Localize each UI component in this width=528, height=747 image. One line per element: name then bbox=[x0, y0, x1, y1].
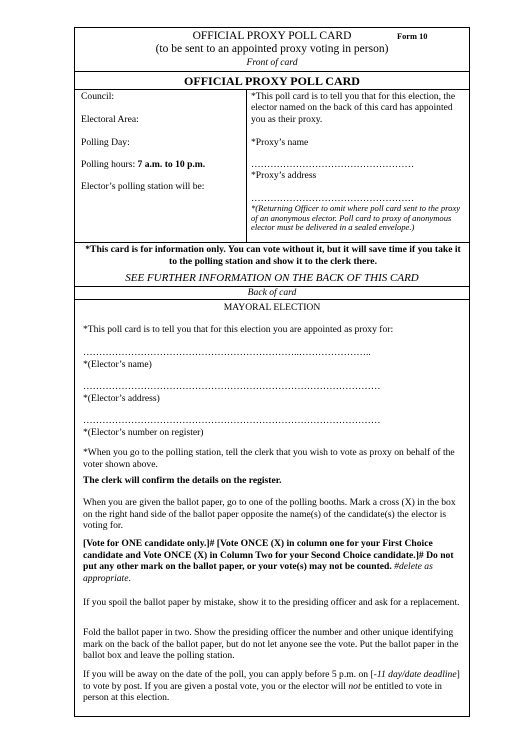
elector-address-dotted-line: ………………………………………………………………………………… bbox=[83, 381, 381, 392]
form-subtitle: (to be sent to an appointed proxy voting in person) bbox=[155, 43, 389, 55]
divider bbox=[75, 89, 469, 90]
see-further-information: SEE FURTHER INFORMATION ON THE BACK OF THIS CARD bbox=[125, 272, 419, 284]
form-title: OFFICIAL PROXY POLL CARD bbox=[192, 30, 352, 42]
proxy-name-dotted-line: …………………………………………… bbox=[251, 159, 415, 170]
postal-vote-text-1: If you will be away on the date of the poll, you can apply before 5 p.m. on [ bbox=[83, 669, 374, 680]
electoral-area-label: Electoral Area: bbox=[81, 114, 139, 125]
postal-vote-text-2: ] to vote by post. If you are given a postal vote, you or the elector will bbox=[83, 669, 460, 692]
clerk-confirm-text: The clerk will confirm the details on the register. bbox=[83, 475, 282, 486]
front-intro-text: *This poll card is to tell you that for this election, the elector named on the back of this card has appointed you as their proxy. bbox=[251, 91, 456, 125]
polling-station-instructions: *When you go to the polling station, tell the clerk that you wish to vote as proxy on behalf of the voter shown above. bbox=[83, 447, 455, 470]
elector-number-label: *(Elector’s number on register) bbox=[83, 427, 204, 438]
elector-number-dotted-line: ………………………………………………………………………………… bbox=[83, 415, 381, 426]
column-divider bbox=[246, 89, 247, 242]
council-label: Council: bbox=[81, 91, 115, 102]
card-frame bbox=[74, 27, 470, 717]
postal-vote-not: not bbox=[348, 680, 361, 692]
divider bbox=[75, 242, 469, 243]
vote-instructions-end: . bbox=[128, 572, 131, 584]
proxy-name-label: *Proxy’s name bbox=[251, 137, 309, 148]
postal-vote-text-3: be entitled to vote in person at this election. bbox=[83, 680, 442, 703]
form-number: Form 10 bbox=[397, 32, 428, 41]
polling-day-label: Polling Day: bbox=[81, 137, 130, 148]
front-of-card-label: Front of card bbox=[246, 57, 298, 68]
elector-name-label: *(Elector’s name) bbox=[83, 359, 152, 370]
vote-instructions-bold: [Vote for ONE candidate only.]# [Vote ONCE (X) in column one for your First Choice candidate and Vote ONCE (X) in Column Two for your Second Choice candidate.]# Do not put any other mark on the ballot paper, or your vote(s) may not be counted. bbox=[83, 538, 454, 572]
fold-ballot-text: Fold the ballot paper in two. Show the presiding officer the number and other unique identifying mark on the back of the ballot paper, but do not let anyone see the vote. Put the ballot paper in the ballot box and leave the polling station. bbox=[83, 627, 459, 661]
postal-vote-text bbox=[83, 669, 463, 704]
polling-hours bbox=[81, 159, 205, 170]
back-of-card-label: Back of card bbox=[247, 287, 297, 298]
divider bbox=[75, 299, 469, 300]
returning-officer-note: *(Returning Officer to omit where poll card sent to the proxy of an anonymous elector. Poll card to proxy of anonymous elector must be delivered in a sealed envelope.) bbox=[251, 203, 461, 233]
back-intro-text: *This poll card is to tell you that for this election you are appointed as proxy for: bbox=[83, 324, 394, 335]
elector-address-label: *(Elector’s address) bbox=[83, 393, 160, 404]
information-only-notice: *This card is for information only. You can vote without it, but it will save time if you take it to the polling station and show it to the clerk there. bbox=[85, 244, 461, 267]
polling-hours-label: Polling hours: bbox=[81, 159, 138, 170]
spoiled-ballot-text: If you spoil the ballot paper by mistake, show it to the presiding officer and ask for a replacement. bbox=[83, 597, 460, 608]
card-title: OFFICIAL PROXY POLL CARD bbox=[184, 74, 360, 88]
postal-vote-deadline: -11 day/date deadline bbox=[373, 669, 457, 680]
proxy-address-dotted-line: …………………………………………… bbox=[251, 193, 415, 204]
polling-hours-value: 7 a.m. to 10 p.m. bbox=[137, 159, 206, 170]
vote-instructions bbox=[83, 538, 463, 584]
election-title: MAYORAL ELECTION bbox=[223, 302, 321, 313]
ballot-instructions: When you are given the ballot paper, go to one of the polling booths. Mark a cross (X) in the box on the right hand side of the ballot paper opposite the name(s) of the candidate(s) the elector is voting for. bbox=[83, 497, 456, 531]
proxy-address-label: *Proxy’s address bbox=[251, 170, 317, 181]
elector-name-dotted-line: …………………………………………………………..………………….. bbox=[83, 347, 371, 358]
divider bbox=[75, 71, 469, 72]
polling-station-label: Elector’s polling station will be: bbox=[81, 181, 205, 192]
delete-as-appropriate-note: #delete as appropriate bbox=[83, 561, 433, 584]
